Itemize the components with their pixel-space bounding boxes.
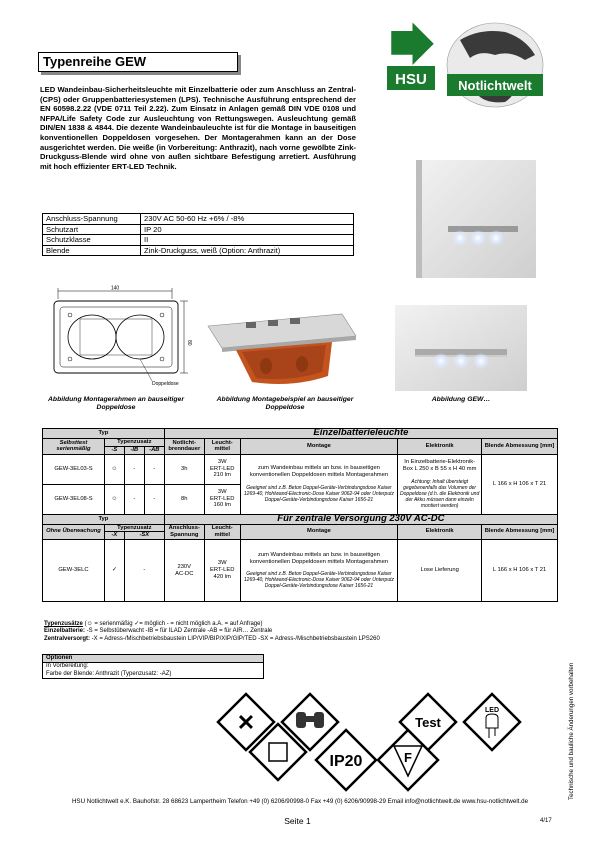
footer-address: HSU Notlichtwelt e.K. Bauhofstr. 28 68623 Lampertheim Telefon +49 (0) 6206/90998-0 Fax +49 (0) 6206/90998-29 Email info@notlichtwelt.de www.hsu-notlichtwelt.de [71,798,529,805]
caption-drawing: Abbildung Montagerahmen an bauseitiger Doppeldose [48,396,184,411]
column-header-row: Ohne Überwachung Typenzusatz Anschluss-Spannung Leucht-mittel Montage Elektronik Blende Abmessung [mm] [43,524,558,532]
svg-text:80: 80 [186,340,192,346]
caption-front: Abbildung GEW… [431,396,491,403]
table-row: GEW-3EL03-S ☺ - - 3h 3W ERT-LED 210 lm zum Wandeinbau mittels an bzw. in bauseitigen konventionellen Doppeldosen mittels Montagerahmen Geeignet sind z.B. Beton Doppel-Geräte-Verbindungsdose Kaiser 1269-40, Hohlwand-Electronic-Dose Kaiser 9062-94 oder Unterputz Doppel-Geräte-Verbindungsdose Kaiser 1656-21 In Einzelbatterie-Elektronik-Box L 250 x B 55 x H 40 mm Achtung: Inhalt übersteigt gegebenenfalls das Volumen der Doppeldose (d.h. die Elektronik und der Akku müssen dann einzeln montiert werden) L 166 x H 106 x T 21 [43,454,558,484]
page-title: Typenreihe GEW [38,52,238,72]
spec-row: Schutzart IP 20 [43,224,354,235]
svg-text:Test: Test [415,715,441,730]
spec-row: Anschluss-Spannung 230V AC 50-60 Hz +6% / -8% [43,214,354,225]
section-header-row: Typ Für zentrale Versorgung 230V AC-DC [43,514,558,524]
ip20-icon [316,730,376,790]
svg-text:F: F [404,750,412,765]
page-number: 4/17 [540,818,552,824]
side-note: Technische und bauliche Änderungen vorbehalten [568,662,575,800]
caption-mounting: Abbildung Montagebeispiel an bauseitiger Doppeldose [216,396,354,411]
spec-table [42,213,354,256]
page-label: Seite 1 [284,816,311,826]
spec-row: Blende Zink-Druckguss, weiß (Option: Anthrazit) [43,245,354,256]
svg-text:140: 140 [110,285,120,292]
svg-text:LED: LED [485,707,499,714]
column-header-row: Selbsttest serienmäßig Typenzusatz Notlicht-brenndauer Leucht-mittel Montage Elektronik Blende Abmessung [mm] [43,439,558,447]
company-logo [385,20,560,115]
section2-title: Für zentrale Versorgung 230V AC-DC [164,514,557,524]
technical-drawing [40,285,192,391]
product-photo [388,160,538,278]
led-icon [464,694,520,750]
svg-text:IP20: IP20 [329,753,363,770]
certification-badges [210,678,535,796]
section1-title: Einzelbatterieleuchte [164,429,557,439]
table-row: GEW-3EL08-S ☺ - - 8h 3W ERT-LED 160 lm [43,484,558,514]
intro-text: LED Wandeinbau-Sicherheitsleuchte mit Einzelbatterie oder zum Anschluss an Zentral- (CPS) oder Gruppenbatteriesystemen (LPS). Technische Ausführung entsprechend der EN 60598.2.22 (VDE 0711 Teil 2.22). Zum Einsatz in Anlagen gemäß DIN VDE 0108 und NFPA/Life Safety Code zur Ausleuchtung von Rettungswegen. Ausleuchtung gemäß DIN/EN 1838 & 4844. Die dezente Wandeinbauleuchte ist für die Montage in bauseitigen konventionellen Doppeldosen vorgesehen. Der Montagerahmen kann an der Dose ausgerichtet werden. Die weiße (in Vorbereitung: Anthrazit), nach vorne gewölbte Zink-Druckguss-Blende wird ohne von außen sichtbare Befestigung arretiert. Ausführung mit hoch effizienter ERT-LED Technik. [40,85,356,171]
mounting-photo [202,300,362,390]
options-box: Optionen In Vorbereitung: Farbe der Blende: Anthrazit (Typenzusatz: -AZ) [42,654,264,679]
spec-row: Schutzklasse II [43,235,354,246]
svg-text:Doppeldose: Doppeldose [152,381,179,387]
front-photo [395,305,527,391]
product-table: Typ Einzelbatterieleuchte Selbsttest serienmäßig Typenzusatz Notlicht-brenndauer Leucht-mittel Montage Elektronik Blende Abmessung [mm] -S -IB -AB GEW-3EL03-S ☺ - - 3h 3W ERT-LED 210 lm zum Wandeinbau mittels an bzw. in bauseitigen konventionellen Doppeldosen mittels Montagerahmen Geeignet sind z.B. Beton Doppel-Geräte-Verbindungsdose Kaiser 1269-40, Hohlwand-Electronic-Dose Kaiser 9062-94 oder Unterputz Doppel-Geräte-Verbindungsdose Kaiser 1656-21 In Einzelbatterie-Elektronik-Box L 250 x B 55 x H 40 mm Achtung: Inhalt übersteigt gegebenenfalls das Volumen der Doppeldose (d.h. die Elektronik und der Akku müssen dann einzeln montiert werden) L 166 x H 106 x T 21 GEW-3EL08-S ☺ - - 8h 3W ERT-LED 160 lm Typ Für zentrale Versorgung 230V AC-DC Ohne Überwachung Typenzusatz Anschluss-Spannung Leucht-mittel Montage Elektronik Blende Abmessung [mm] -X -SX GEW-3ELC ✓ - 230V AC-DC 3W ERT-LED 420 lm zum Wandeinbau mittels an bzw. in bauseitigen konventionellen Doppeldosen mittels Montagerahmen Geeignet sind z.B. Beton Doppel-Geräte-Verbindungsdose Kaiser 1269-40, Hohlwand-Electronic-Dose Kaiser 9062-94 oder Unterputz Doppel-Geräte-Verbindungsdose Kaiser 1656-21 Lose Lieferung L 166 x H 106 x T 21 [42,428,558,602]
svg-text:✕: ✕ [236,710,256,735]
svg-text:Notlichtwelt: Notlichtwelt [458,78,532,93]
section-header-row: Typ Einzelbatterieleuchte [43,429,558,439]
svg-text:HSU: HSU [395,71,427,88]
legend: Typenzusätze (☺ = serienmäßig ✓= möglich - = nicht möglich a.A. = auf Anfrage) Einzelbatterie: -S = Selbstüberwacht -IB = für ILAD Zentrale -AB = für AIR… Zentrale Zentralversorgt: -X = Adress-/Mischbetriebsbaustein LIP/VIP/BIP/XIP/GIP/TED -SX = Adress-/Mischbetriebsbaustein LPS260 [44,621,380,642]
table-row: GEW-3ELC ✓ - 230V AC-DC 3W ERT-LED 420 lm zum Wandeinbau mittels an bzw. in bauseitigen konventionellen Doppeldosen mittels Montagerahmen Geeignet sind z.B. Beton Doppel-Geräte-Verbindungsdose Kaiser 1269-40, Hohlwand-Electronic-Dose Kaiser 9062-94 oder Unterputz Doppel-Geräte-Verbindungsdose Kaiser 1656-21 Lose Lieferung L 166 x H 106 x T 21 [43,540,558,602]
